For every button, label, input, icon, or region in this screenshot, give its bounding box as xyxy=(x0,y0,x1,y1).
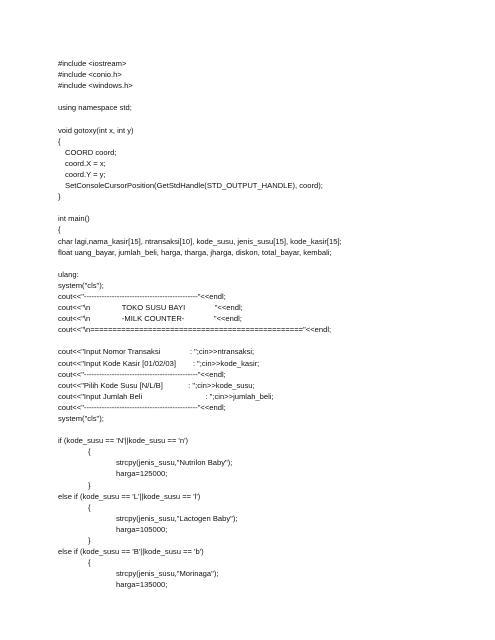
code-line-cout-double-divider: cout<<"\n================================================"<<endl; xyxy=(58,325,332,335)
code-line-brace-open: { xyxy=(88,447,91,457)
code-line-coord-x: coord.X = x; xyxy=(65,158,106,168)
code-line-input-quantity: cout<<"Input Jumlah Beli : ";cin>>jumlah_beli; xyxy=(58,391,274,401)
blank-line xyxy=(58,335,483,346)
blank-line xyxy=(58,258,483,269)
code-line-strcpy-morinaga: strcpy(jenis_susu,"Morinaga"); xyxy=(116,569,219,579)
code-line-else-if-b: else if (kode_susu == 'B'||kode_susu == 'b') xyxy=(58,547,204,557)
code-line-strcpy-nutrilon: strcpy(jenis_susu,"Nutrilon Baby"); xyxy=(116,458,233,468)
code-line-float-decl: float uang_bayar, jumlah_beli, harga, tharga, jharga, diskon, total_bayar, kembali; xyxy=(58,247,332,257)
code-line-main-signature: int main() xyxy=(58,214,90,224)
code-line-brace-open: { xyxy=(58,136,61,146)
code-line-using-namespace: using namespace std; xyxy=(58,103,132,113)
code-line-cout-divider: cout<<"---------------------------------------------"<<endl; xyxy=(58,369,226,379)
code-line-include-windows: #include <windows.h> xyxy=(58,81,133,91)
code-line-brace-close: } xyxy=(88,480,91,490)
code-line-brace-open: { xyxy=(58,225,61,235)
code-line-gotoxy-signature: void gotoxy(int x, int y) xyxy=(58,125,134,135)
code-line-include-iostream: #include <iostream> xyxy=(58,59,127,68)
code-line-cout-shop-name: cout<<"\n TOKO SUSU BAYI "<<endl; xyxy=(58,303,243,313)
code-line-input-cashier: cout<<"Input Kode Kasir [01/02/03] : ";cin>>kode_kasir; xyxy=(58,358,260,368)
code-line-harga-125000: harga=125000; xyxy=(116,469,168,479)
code-line-else-if-l: else if (kode_susu == 'L'||kode_susu == 'l') xyxy=(58,491,201,501)
blank-line xyxy=(58,424,483,435)
code-line-input-transaction: cout<<"Input Nomor Transaksi : ";cin>>ntransaksi; xyxy=(58,347,255,357)
blank-line xyxy=(58,113,483,124)
code-line-system-cls: system("cls"); xyxy=(58,280,104,290)
code-line-if-n: if (kode_susu == 'N'||kode_susu == 'n') xyxy=(58,436,189,446)
blank-line xyxy=(58,202,483,213)
code-line-harga-105000: harga=105000; xyxy=(116,524,168,534)
code-line-cout-divider: cout<<"---------------------------------------------"<<endl; xyxy=(58,291,226,301)
code-line-char-decl: char lagi,nama_kasir[15], ntransaksi[10], kode_susu, jenis_susu[15], kode_kasir[15]; xyxy=(58,236,342,246)
code-line-brace-close: } xyxy=(58,192,61,202)
code-line-set-cursor: SetConsoleCursorPosition(GetStdHandle(STD_OUTPUT_HANDLE), coord); xyxy=(65,181,323,191)
code-line-cout-milk-counter: cout<<"\n -MILK COUNTER- "<<endl; xyxy=(58,314,242,324)
code-line-label-ulang: ulang: xyxy=(58,269,79,279)
code-line-brace-open: { xyxy=(88,558,91,568)
code-line-include-conio: #include <conio.h> xyxy=(58,70,122,80)
code-line-coord-y: coord.Y = y; xyxy=(65,169,106,179)
code-line-brace-open: { xyxy=(88,502,91,512)
source-code-listing xyxy=(58,58,483,591)
blank-line xyxy=(58,91,483,102)
code-line-coord-decl: COORD coord; xyxy=(65,147,117,157)
code-line-brace-close: } xyxy=(88,536,91,546)
code-line-system-cls: system("cls"); xyxy=(58,414,104,423)
code-line-cout-divider: cout<<"---------------------------------------------"<<endl; xyxy=(58,402,226,412)
code-line-harga-135000: harga=135000; xyxy=(116,580,168,590)
code-line-strcpy-lactogen: strcpy(jenis_susu,"Lactogen Baby"); xyxy=(116,513,238,523)
code-line-input-milk-code: cout<<"Pilih Kode Susu [N/L/B] : ";cin>>kode_susu; xyxy=(58,380,255,390)
